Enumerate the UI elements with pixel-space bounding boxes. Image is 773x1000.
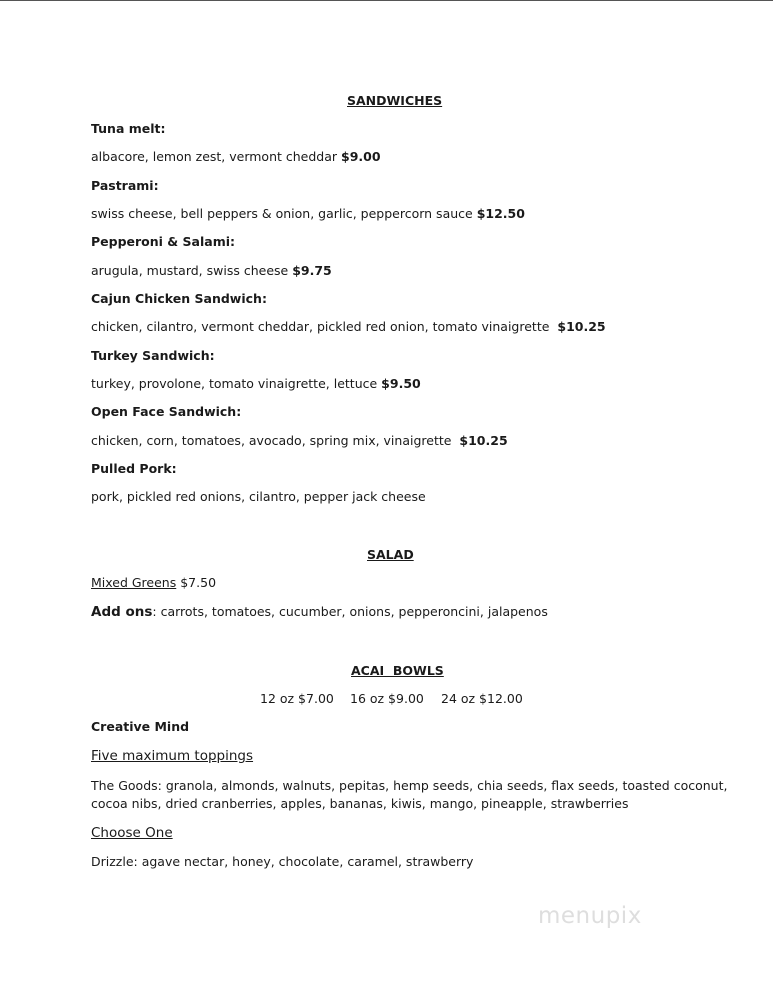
creative-mind-title: Creative Mind (91, 719, 190, 734)
item-description: pork, pickled red onions, cilantro, pepper jack cheese (91, 489, 426, 504)
item-name: Cajun Chicken Sandwich: (91, 291, 267, 306)
acai-heading: ACAI BOWLS (351, 663, 444, 678)
watermark-logo: menupix (538, 903, 642, 929)
drizzle-line: Drizzle: agave nectar, honey, chocolate, caramel, strawberry (91, 854, 474, 869)
item-description: albacore, lemon zest, vermont cheddar $9.00 (91, 149, 381, 164)
salad-item-name: Mixed Greens (91, 575, 177, 590)
item-description: turkey, provolone, tomato vinaigrette, lettuce $9.50 (91, 376, 421, 391)
item-price: $12.50 (476, 206, 525, 221)
salad-heading: SALAD (367, 547, 414, 562)
goods-line: cocoa nibs, dried cranberries, apples, bananas, kiwis, mango, pineapple, strawberries (91, 796, 629, 811)
item-name: Turkey Sandwich: (91, 348, 215, 363)
item-description: chicken, corn, tomatoes, avocado, spring mix, vinaigrette $10.25 (91, 433, 508, 448)
size-price: 12 oz $7.00 (260, 691, 334, 706)
item-description: swiss cheese, bell peppers & onion, garlic, peppercorn sauce $12.50 (91, 206, 525, 221)
item-price: $9.00 (341, 149, 381, 164)
item-name: Pepperoni & Salami: (91, 234, 236, 249)
item-price: $9.75 (292, 263, 332, 278)
addons-text: : carrots, tomatoes, cucumber, onions, pepperoncini, jalapenos (152, 604, 548, 619)
item-price: $10.25 (557, 319, 606, 334)
choose-one-label: Choose One (91, 825, 173, 841)
size-price: 24 oz $12.00 (441, 691, 523, 706)
item-description: arugula, mustard, swiss cheese $9.75 (91, 263, 332, 278)
sandwiches-heading: SANDWICHES (347, 93, 443, 108)
goods-line: The Goods: granola, almonds, walnuts, pepitas, hemp seeds, chia seeds, flax seeds, toasted coconut, (91, 778, 728, 793)
size-price: 16 oz $9.00 (350, 691, 424, 706)
top-border (0, 0, 773, 1)
item-price: $10.25 (459, 433, 508, 448)
item-name: Pastrami: (91, 178, 159, 193)
item-name: Pulled Pork: (91, 461, 177, 476)
addons-label: Add ons (91, 604, 153, 620)
salad-item (91, 575, 216, 591)
salad-addons (91, 604, 548, 620)
item-price: $9.50 (381, 376, 421, 391)
item-description: chicken, cilantro, vermont cheddar, pickled red onion, tomato vinaigrette $10.25 (91, 319, 606, 334)
salad-item-price: $7.50 (180, 575, 217, 590)
item-name: Tuna melt: (91, 121, 166, 136)
item-name: Open Face Sandwich: (91, 404, 242, 419)
max-toppings-label: Five maximum toppings (91, 748, 254, 764)
